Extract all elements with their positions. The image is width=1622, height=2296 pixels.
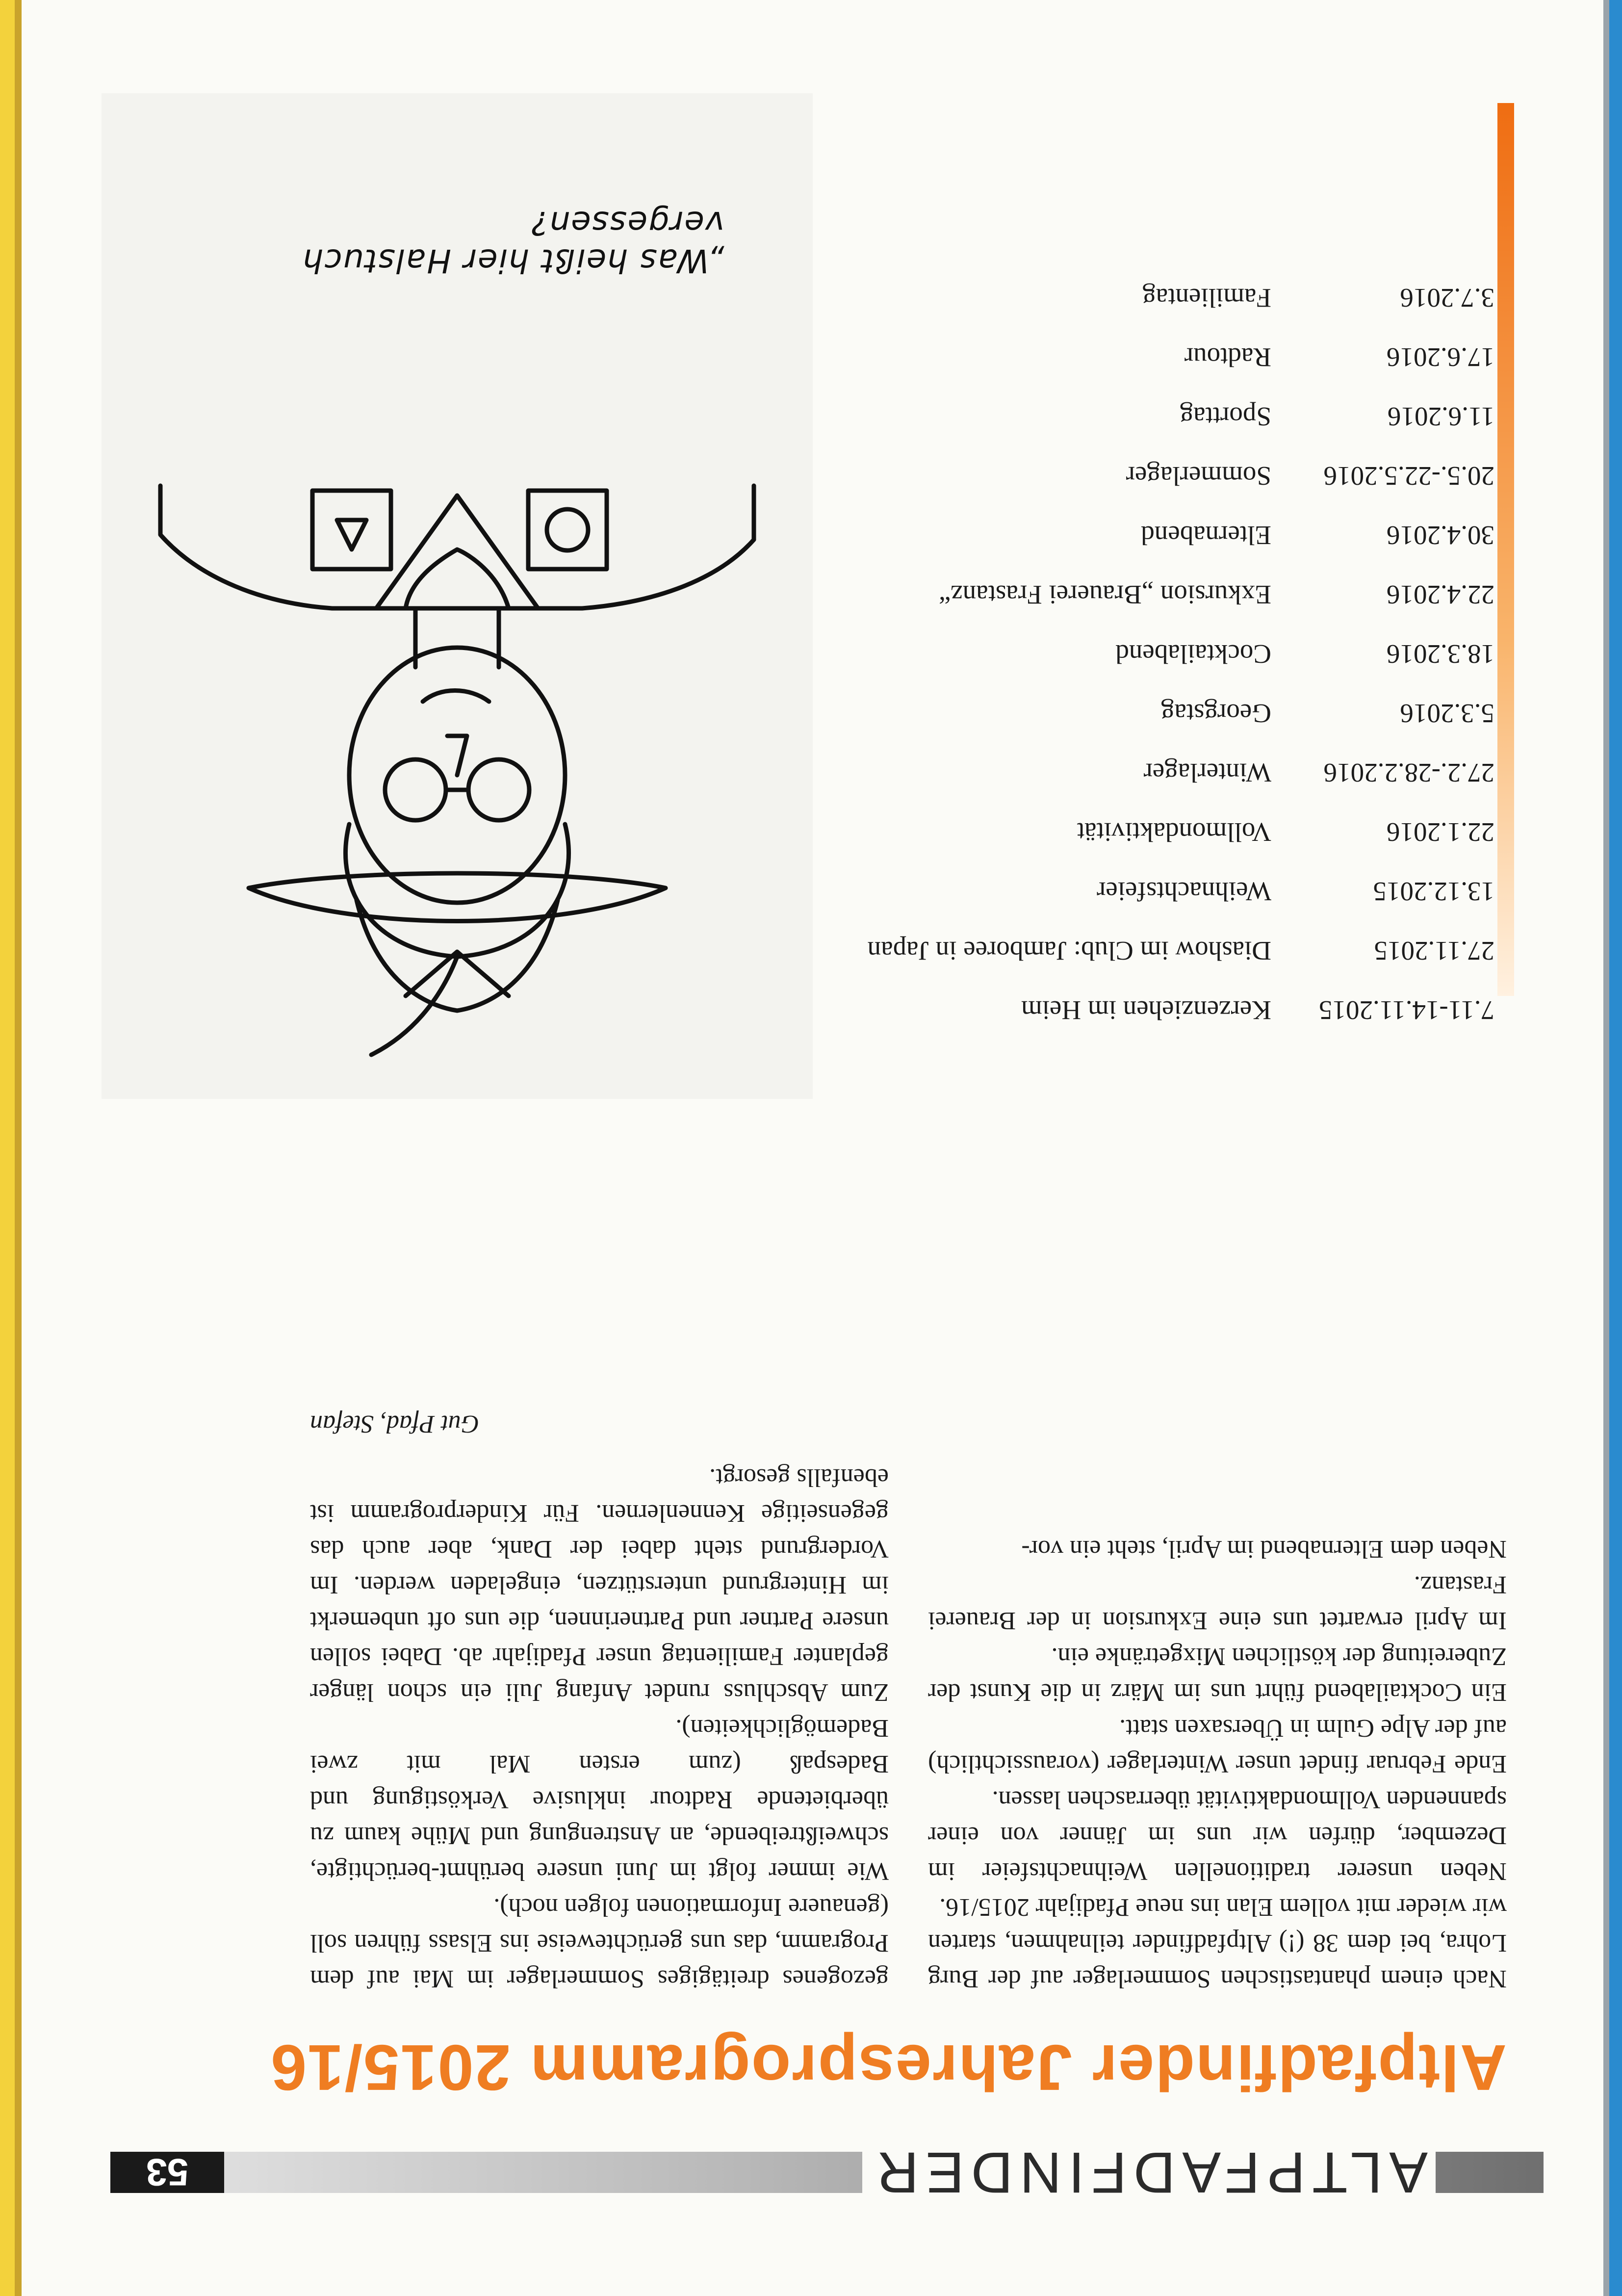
schedule-event: Diashow im Club: Jamboree in Japan — [867, 936, 1271, 966]
schedule-event: Radtour — [1184, 342, 1271, 372]
schedule-row — [759, 743, 1494, 803]
schedule-event: Familientag — [1142, 283, 1271, 313]
schedule-event: Exkursion „Brauerei Frastanz“ — [938, 580, 1271, 610]
schedule-event: Cocktailabend — [1115, 639, 1271, 669]
paragraph: gezogenes dreitägiges Sommerlager im Mai auf dem Programm, das uns gerüchteweise ins Elsass führen soll (genauere Informationen folgen noch). — [310, 1893, 889, 1993]
cartoon-caption: „Was heißt hier Halstuch vergessen? — [302, 204, 724, 280]
schedule-date: 20.5.-22.5.2016 — [1323, 461, 1494, 491]
schedule-date: 22.1.2016 — [1387, 817, 1494, 847]
schedule-event: Sommerlager — [1126, 461, 1271, 491]
schedule-row — [759, 565, 1494, 625]
schedule-date: 13.12.2015 — [1373, 877, 1494, 907]
paragraph: Im April erwartet uns eine Exkursion in der Brauerei Frastanz. — [928, 1571, 1507, 1635]
page-edge-ochre — [15, 0, 22, 2296]
schedule-row — [759, 268, 1494, 328]
schedule-row — [759, 862, 1494, 921]
schedule-event: Georgstag — [1160, 699, 1271, 729]
schedule-row — [759, 684, 1494, 743]
schedule-row — [759, 803, 1494, 862]
schedule-row — [759, 921, 1494, 981]
schedule-row — [759, 981, 1494, 1040]
schedule-date: 7.11-14.11.2015 — [1319, 995, 1494, 1025]
paragraph: Nach einem phantastischen Sommerlager auf der Burg Lohra, bei dem 38 (!) Altpfadfinder teilnahmen, starten wir wieder mit vollem Elan ins neue Pfadijahr 2015/16. — [928, 1893, 1507, 1993]
schedule-event: Winterlager — [1143, 758, 1271, 788]
paragraph: Neben dem Elternabend im April, steht ein vor- — [1021, 1535, 1507, 1563]
schedule-date: 22.4.2016 — [1387, 580, 1494, 610]
page-number: 53 — [110, 2152, 224, 2193]
paragraph: Ein Cocktailabend führt uns im März in die Kunst der Zubereitung der köstlichen Mixgetränke ein. — [928, 1643, 1507, 1706]
schedule-date: 11.6.2016 — [1388, 402, 1494, 432]
paragraph: Ende Februar findet unser Winterlager (voraussichtlich) auf der Alpe Gulm in Übersaxen statt. — [928, 1714, 1507, 1778]
paragraph: Neben unserer traditionellen Weihnachtsfeier im Dezember, dürfen wir uns im Jänner von einer spannenden Vollmondaktivität überraschen lassen. — [928, 1786, 1507, 1885]
schedule-row — [759, 328, 1494, 387]
schedule-event: Weihnachtsfeier — [1097, 877, 1271, 907]
schedule-date: 5.3.2016 — [1400, 699, 1494, 729]
schedule-date: 18.3.2016 — [1387, 639, 1494, 669]
schedule-list — [759, 268, 1494, 1040]
schedule-date: 27.11.2015 — [1374, 936, 1494, 966]
schedule-row — [759, 506, 1494, 565]
schedule-accent-bar — [1497, 103, 1514, 996]
signature: Gut Pfad, Stefan — [310, 1410, 480, 1438]
schedule-row — [759, 387, 1494, 446]
schedule-date: 3.7.2016 — [1400, 283, 1494, 313]
schedule-event: Sporttag — [1180, 402, 1271, 432]
schedule-event: Vollmondaktivität — [1077, 817, 1271, 847]
schedule-event: Elternabend — [1141, 521, 1271, 550]
text-column-left — [928, 1531, 1507, 1997]
article-title: Altpfadfinder Jahresprogramm 2015/16 — [269, 2032, 1507, 2104]
paragraph: Zum Abschluss rundet Anfang Juli ein schon länger geplanter Familientag unser Pfadijahr ab. Dabei sollen unsere Partner und Partnerinnen, die uns oft unbemerkt im Hintergrund unterstützen, eingeladen werden. Im Vordergrund steht dabei der Dank, aber auch das gegenseitige Kennenlernen. Für Kinderprogramm ist ebenfalls gesorgt. — [310, 1463, 889, 1706]
schedule-row — [759, 625, 1494, 684]
section-label: ALTPFADFINDER — [862, 2138, 1436, 2207]
paragraph: Wie immer folgt im Juni unsere berühmt-berüchtigte, schweißtreibende, an Anstrengung und Mühe kaum zu überbietende Radtour inklusive Verköstigung und Badespaß (zum ersten Mal mit zwei Bademöglichkeiten). — [310, 1714, 889, 1885]
text-column-right — [310, 1406, 889, 1997]
schedule-row — [759, 446, 1494, 506]
page-edge-blue — [1609, 0, 1622, 2296]
schedule-date: 30.4.2016 — [1387, 521, 1494, 550]
schedule-date: 27.2.-28.2.2016 — [1323, 758, 1494, 788]
page-edge-gray — [1603, 0, 1609, 2296]
schedule-event: Kerzenziehen im Heim — [1021, 995, 1271, 1025]
page-edge-yellow — [0, 0, 15, 2296]
schedule-date: 17.6.2016 — [1387, 342, 1494, 372]
